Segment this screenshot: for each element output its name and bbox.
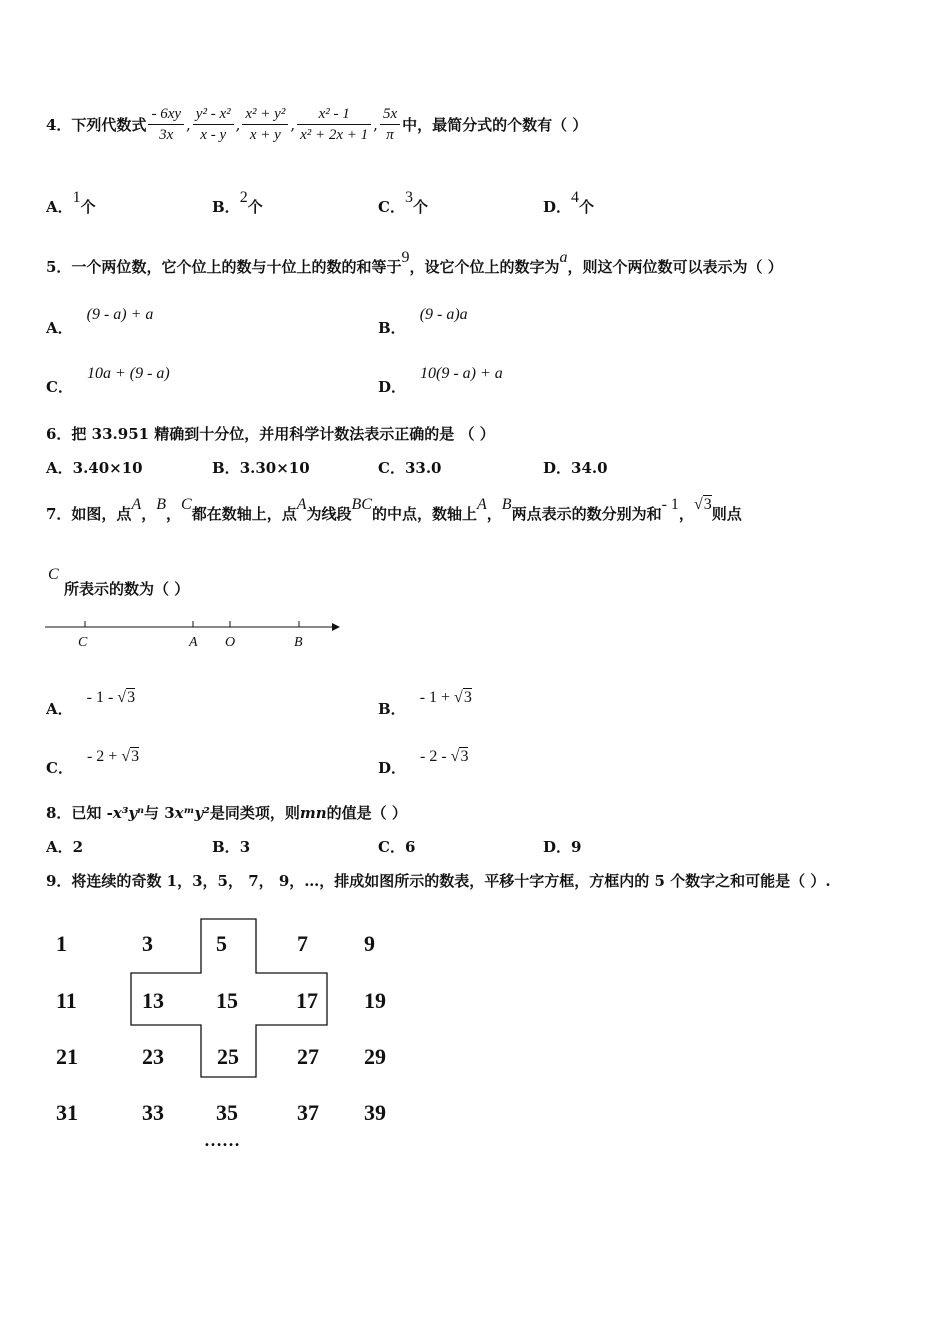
grid-cell-r3c3: 25 (217, 1044, 239, 1069)
grid-cell-r3c2: 23 (142, 1044, 164, 1069)
axis-label-c: C (78, 635, 88, 650)
question-4: 4．下列代数式 $\frac{- 6xy}{3x}$ , $\frac{\text{y² - x²}}{x - y}$ , $\frac{\text{x² + y²}}{x + y}$ , $\frac{\text{x² - 1}}{\text{x² + 2x + 1}}$ , $\frac{5x}{\pi}$ 中，最简分式的个数有（ ） (46, 106, 588, 143)
grid-cell-r1c5: 9 (364, 931, 375, 956)
q5-option-c[interactable]: C．10a + (9 - a) (46, 365, 170, 396)
axis-label-o: O (225, 635, 236, 650)
q4-fraction-1: $\frac{- 6xy}{3x}$ (148, 104, 184, 145)
grid-cell-r2c5: 19 (364, 988, 386, 1013)
q5-option-a[interactable]: A．(9 - a) + a (46, 306, 154, 337)
grid-cell-r4c4: 37 (297, 1100, 319, 1125)
grid-cell-r3c4: 27 (297, 1044, 319, 1069)
question-9: 9．将连续的奇数 1，3，5， 7， 9，…，排成如图所示的数表，平移十字方框，方框内的 5 个数字之和可能是（ ）. (46, 872, 831, 890)
q4-fraction-3: $\frac{\text{x² + y²}}{x + y}$ (242, 104, 288, 145)
q5-nine: 9 (401, 249, 410, 266)
q8-option-a[interactable]: A．2 (46, 838, 84, 856)
q6-option-b[interactable]: B．3.30×10 (212, 459, 310, 477)
grid-ellipsis: …… (204, 1130, 240, 1150)
question-6: 6．把 33.951 精确到十分位，并用科学计数法表示正确的是 （ ） (46, 425, 495, 443)
question-7: 7．如图，点A，B，C都在数轴上，点A为线段BC的中点，数轴上A，B两点表示的数分别为和- 1，√3则点 (46, 496, 742, 523)
question-7-line-2: C 所表示的数为（ ） (48, 566, 190, 598)
q6-option-d[interactable]: D．34.0 (543, 459, 608, 477)
question-5: 5．一个两位数，它个位上的数与十位上的数的和等于9，设它个位上的数字为a，则这个两位数可以表示为（ ） (46, 249, 783, 276)
q4-option-c[interactable]: C．3个 (378, 189, 428, 216)
number-line-arrow-icon (332, 623, 340, 631)
q8-option-b[interactable]: B．3 (212, 838, 251, 856)
grid-cell-r1c2: 3 (142, 931, 153, 956)
grid-cell-r3c1: 21 (56, 1044, 78, 1069)
q7-option-d[interactable]: D．- 2 - √3 (378, 748, 469, 777)
q4-option-b[interactable]: B．2个 (212, 189, 263, 216)
grid-cell-r2c3: 15 (216, 988, 238, 1013)
grid-cell-r2c1: 11 (56, 988, 77, 1013)
q8-term-1: x³yⁿ (112, 804, 144, 822)
axis-label-a: A (189, 635, 198, 650)
q4-label: 4．下列代数式 (46, 116, 147, 134)
grid-cell-r1c4: 7 (297, 931, 308, 956)
q4-fraction-5: $\frac{5x}{\pi}$ (380, 104, 400, 145)
q7-sqrt-3: √3 (693, 496, 712, 513)
q5-option-d[interactable]: D．10(9 - a) + a (378, 365, 503, 396)
q4-tail: 中，最简分式的个数有（ ） (402, 116, 588, 134)
q8-option-d[interactable]: D．9 (543, 838, 582, 856)
question-8: 8．已知 -x³yⁿ与 3xᵐy²是同类项，则mn的值是（ ） (46, 804, 407, 822)
q5-option-b[interactable]: B．(9 - a)a (378, 306, 468, 337)
q6-option-a[interactable]: A．3.40×10 (46, 459, 143, 477)
grid-cell-r4c5: 39 (364, 1100, 386, 1125)
grid-cell-r4c1: 31 (56, 1100, 78, 1125)
grid-cell-r2c2: 13 (142, 988, 164, 1013)
q4-option-d[interactable]: D．4个 (543, 189, 595, 216)
q4-option-a[interactable]: A．1个 (46, 189, 96, 216)
q8-option-c[interactable]: C．6 (378, 838, 416, 856)
q7-option-c[interactable]: C．- 2 + √3 (46, 748, 140, 777)
q6-option-c[interactable]: C．33.0 (378, 459, 442, 477)
q8-term-2: xᵐy² (174, 804, 210, 822)
grid-cell-r2c4: 17 (296, 988, 318, 1013)
q5-var-a: a (559, 249, 568, 266)
grid-cell-r4c3: 35 (216, 1100, 238, 1125)
q7-option-a[interactable]: A．- 1 - √3 (46, 689, 136, 718)
q4-fraction-2: $\frac{\text{y² - x²}}{x - y}$ (193, 104, 234, 145)
q4-fraction-4: $\frac{\text{x² - 1}}{\text{x² + 2x + 1}}$ (297, 104, 371, 145)
grid-cell-r3c5: 29 (364, 1044, 386, 1069)
q7-option-b[interactable]: B．- 1 + √3 (378, 689, 472, 718)
grid-cell-r4c2: 33 (142, 1100, 164, 1125)
grid-cell-r1c1: 1 (56, 931, 67, 956)
axis-label-b: B (294, 635, 303, 650)
grid-cell-r1c3: 5 (216, 931, 227, 956)
